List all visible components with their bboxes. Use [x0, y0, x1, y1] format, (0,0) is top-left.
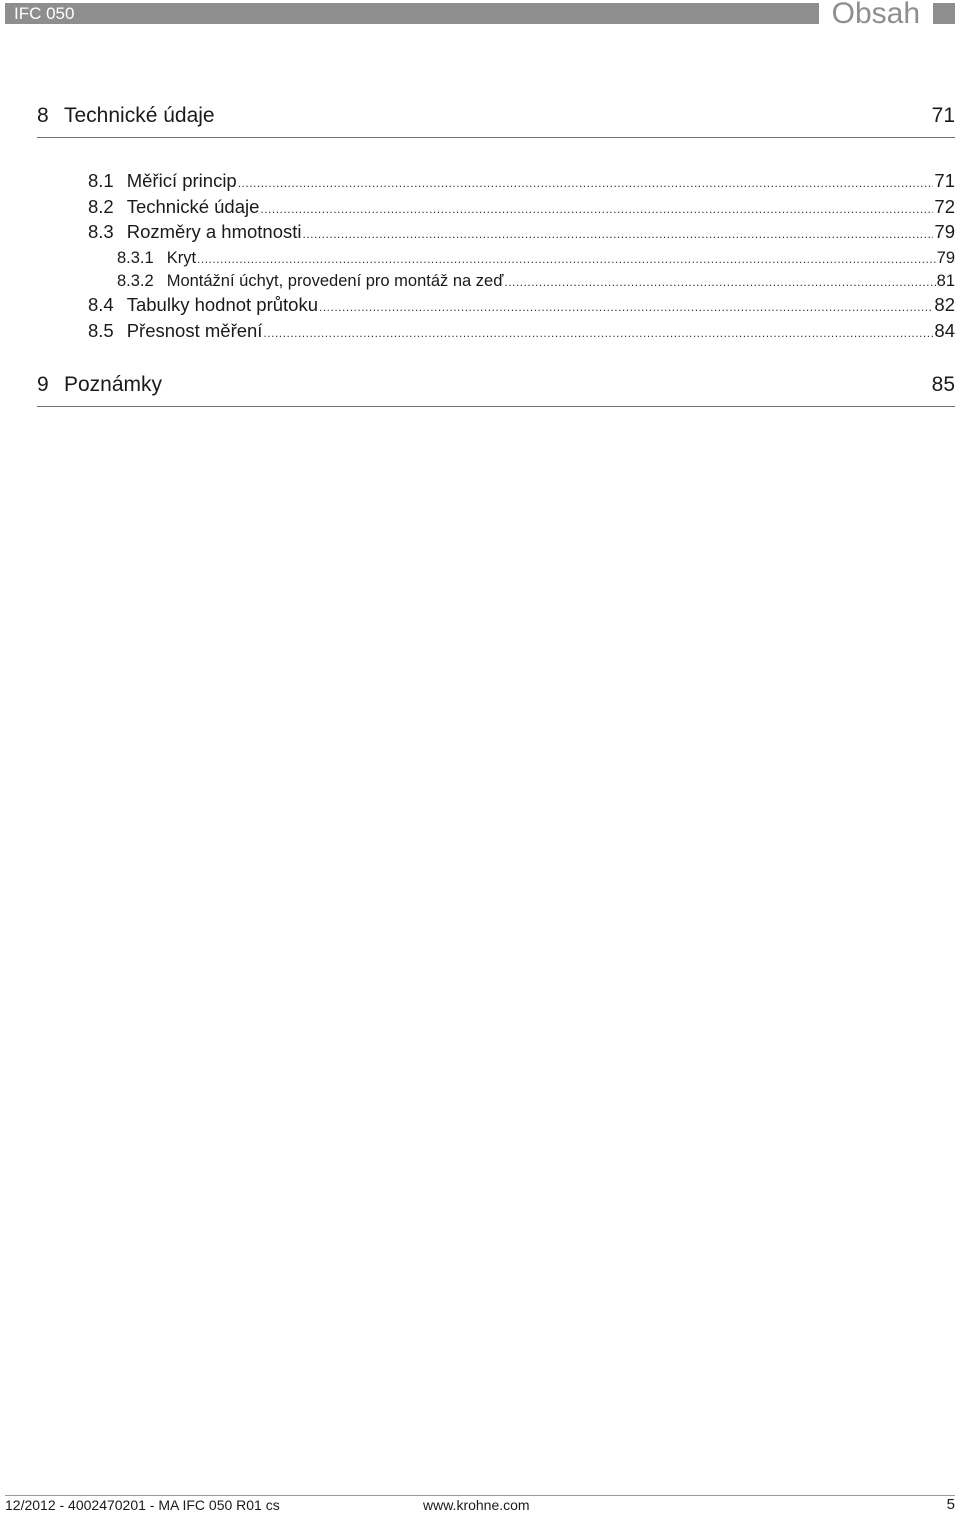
chapter-page: 85 [931, 373, 955, 396]
entry-number: 8.3 [88, 221, 114, 242]
toc-entry-8-3-1[interactable] [117, 246, 955, 270]
leader-dots [263, 321, 933, 345]
entry-page: 72 [934, 196, 955, 217]
footer-doc-ref: 12/2012 - 4002470201 - MA IFC 050 R01 cs [5, 1497, 280, 1513]
entry-title: Měřicí princip [126, 170, 237, 191]
chapter-page: 71 [931, 104, 955, 127]
chapter-number: 8 [37, 104, 49, 127]
entry-number: 8.4 [88, 294, 114, 315]
product-name: IFC 050 [14, 4, 75, 23]
entry-number: 8.2 [88, 196, 114, 217]
leader-dots [319, 295, 933, 319]
toc-entry-8-3-2[interactable] [117, 269, 955, 293]
header-bar [5, 3, 819, 24]
toc-chapter-9[interactable] [37, 371, 955, 399]
leader-dots [197, 247, 936, 271]
toc-entry-8-2[interactable] [88, 195, 955, 219]
toc-entry-8-1[interactable] [88, 169, 955, 193]
entry-page: 71 [934, 170, 955, 191]
chapter-rule [37, 137, 955, 138]
entry-title: Rozměry a hmotnosti [126, 221, 302, 242]
entry-title: Přesnost měření [126, 320, 263, 341]
footer-page-number: 5 [946, 1496, 955, 1513]
entry-title: Kryt [166, 249, 197, 267]
entry-number: 8.3.2 [117, 272, 154, 290]
chapter-title: Technické údaje [64, 104, 215, 127]
header-square [933, 3, 955, 24]
section-title: Obsah [831, 0, 920, 30]
chapter-title: Poznámky [64, 373, 163, 396]
leader-dots [504, 270, 935, 294]
toc-entry-8-4[interactable] [88, 293, 955, 317]
entry-page: 81 [936, 272, 955, 290]
entry-title: Technické údaje [126, 196, 260, 217]
chapter-rule [37, 406, 955, 407]
entry-title: Tabulky hodnot průtoku [126, 294, 319, 315]
leader-dots [303, 222, 934, 246]
entry-page: 79 [936, 249, 955, 267]
toc-entry-8-3[interactable] [88, 220, 955, 244]
entry-page: 84 [934, 320, 955, 341]
entry-page: 82 [934, 294, 955, 315]
entry-page: 79 [934, 221, 955, 242]
footer-rule [5, 1495, 955, 1496]
chapter-number: 9 [37, 373, 49, 396]
toc-chapter-8[interactable] [37, 102, 955, 130]
entry-number: 8.1 [88, 170, 114, 191]
leader-dots [260, 197, 933, 221]
leader-dots [238, 171, 934, 195]
entry-number: 8.3.1 [117, 249, 154, 267]
entry-number: 8.5 [88, 320, 114, 341]
footer-website[interactable]: www.krohne.com [423, 1497, 530, 1513]
entry-title: Montážní úchyt, provedení pro montáž na zeď [166, 272, 504, 290]
toc-entry-8-5[interactable] [88, 319, 955, 343]
